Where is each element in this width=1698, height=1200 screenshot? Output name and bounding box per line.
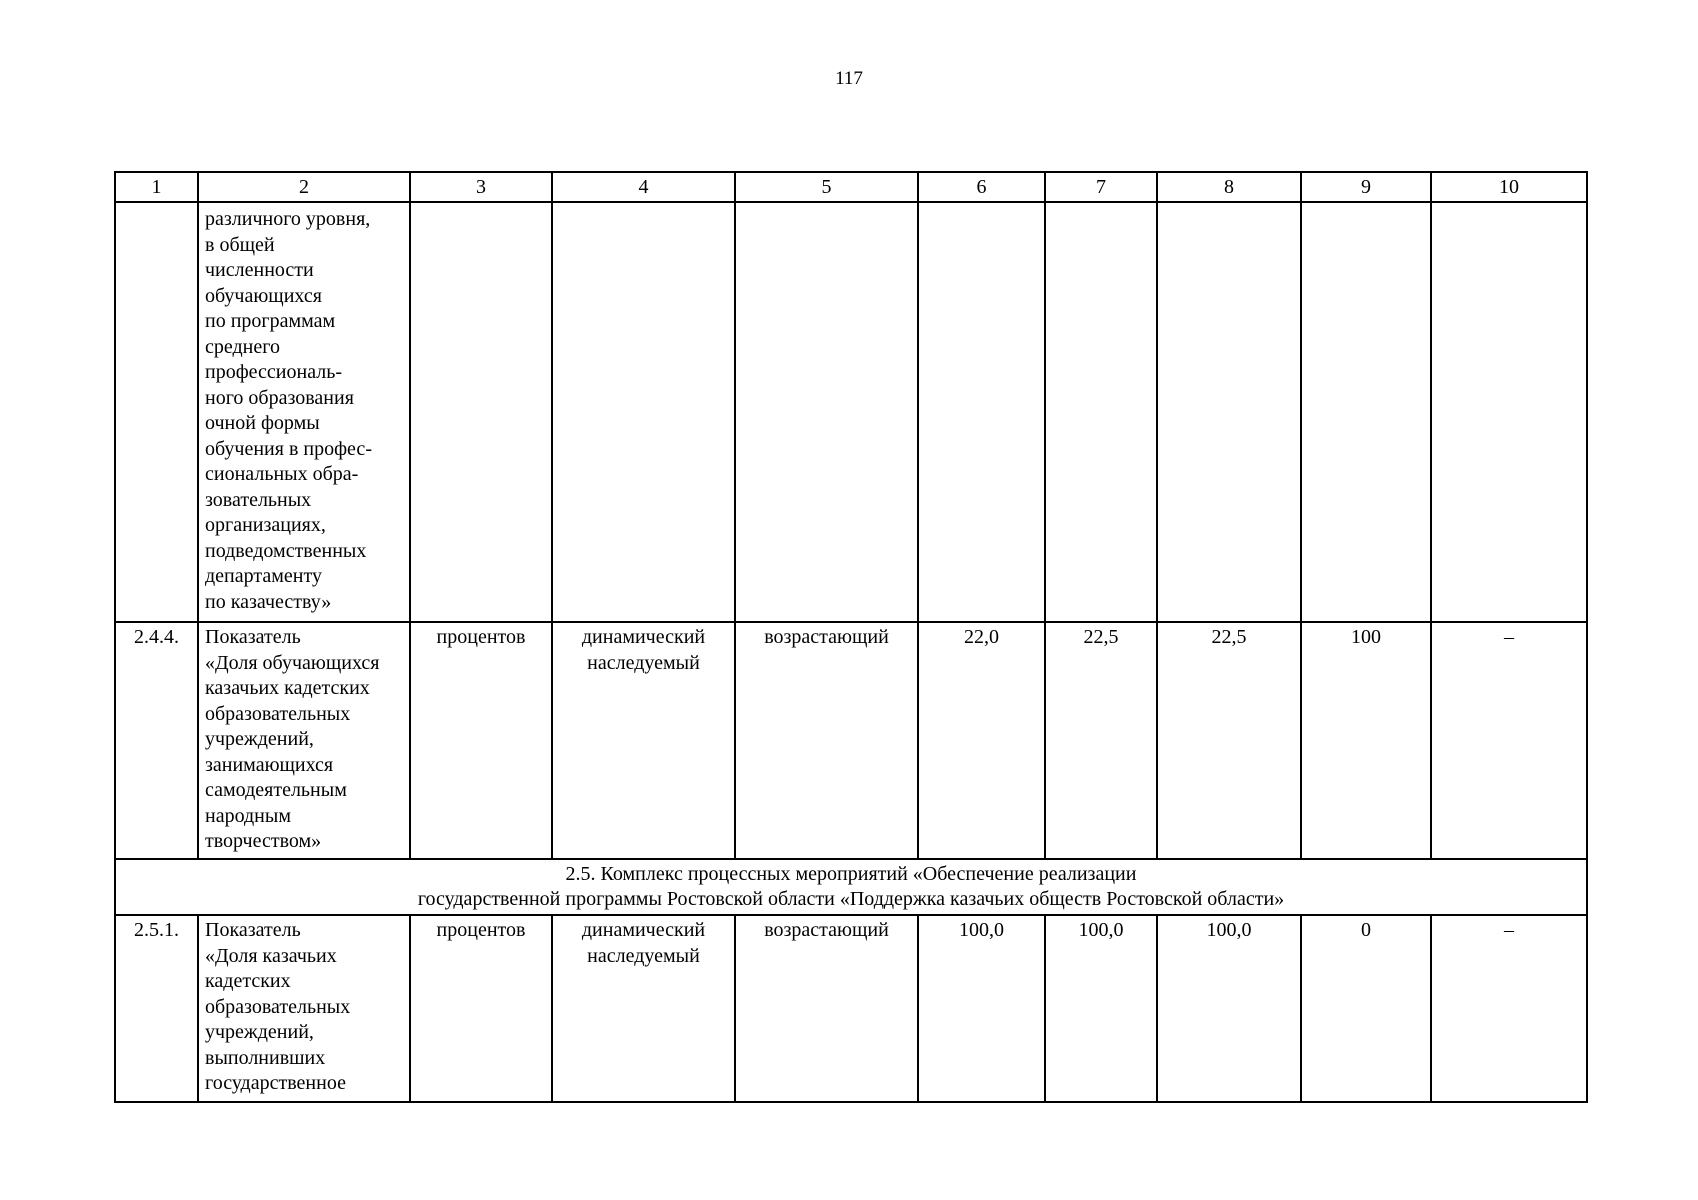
indicator-name-cell: различного уровня, в общей численности обучающихся по программам среднего профессиональ- ного образования очной формы обучения в профес- сиональных обра- зовательных организациях, подведомственных департаменту по казачеству» bbox=[198, 202, 410, 622]
section-row-2-5 bbox=[115, 859, 1587, 915]
continuation-row bbox=[115, 202, 1587, 622]
header-cell: 1 bbox=[115, 172, 198, 202]
table-row-2-4-4 bbox=[115, 622, 1587, 859]
table-row-2-5-1 bbox=[115, 915, 1587, 1102]
type-cell: динамический наследуемый bbox=[552, 915, 735, 1102]
direction-cell bbox=[735, 202, 918, 622]
value-cell-7: 22,5 bbox=[1045, 622, 1157, 859]
value-cell bbox=[1431, 202, 1587, 622]
header-cell: 2 bbox=[198, 172, 410, 202]
value-cell-9: 0 bbox=[1301, 915, 1431, 1102]
direction-cell: возрастающий bbox=[735, 622, 918, 859]
value-cell bbox=[918, 202, 1045, 622]
indicator-name-cell: Показатель «Доля казачьих кадетских образовательных учреждений, выполнивших государственное bbox=[198, 915, 410, 1102]
header-cell: 8 bbox=[1157, 172, 1301, 202]
unit-cell bbox=[410, 202, 552, 622]
header-cell: 6 bbox=[918, 172, 1045, 202]
value-cell-8: 22,5 bbox=[1157, 622, 1301, 859]
header-cell: 4 bbox=[552, 172, 735, 202]
value-cell-6: 100,0 bbox=[918, 915, 1045, 1102]
direction-cell: возрастающий bbox=[735, 915, 918, 1102]
value-cell bbox=[1157, 202, 1301, 622]
header-cell: 9 bbox=[1301, 172, 1431, 202]
unit-cell: процентов bbox=[410, 915, 552, 1102]
type-cell: динамический наследуемый bbox=[552, 622, 735, 859]
value-cell-6: 22,0 bbox=[918, 622, 1045, 859]
section-heading-line-1: 2.5. Комплекс процессных мероприятий «Обеспечение реализации bbox=[565, 863, 1137, 885]
code-cell: 2.5.1. bbox=[115, 915, 198, 1102]
value-cell-9: 100 bbox=[1301, 622, 1431, 859]
code-cell bbox=[115, 202, 198, 622]
header-cell: 3 bbox=[410, 172, 552, 202]
header-cell: 5 bbox=[735, 172, 918, 202]
code-cell: 2.4.4. bbox=[115, 622, 198, 859]
section-heading-line-2: государственной программы Ростовской области «Поддержка казачьих обществ Ростовской области» bbox=[417, 888, 1285, 910]
value-cell bbox=[1045, 202, 1157, 622]
section-heading bbox=[115, 859, 1587, 915]
type-cell bbox=[552, 202, 735, 622]
value-cell-8: 100,0 bbox=[1157, 915, 1301, 1102]
value-cell-10: – bbox=[1431, 622, 1587, 859]
unit-cell: процентов bbox=[410, 622, 552, 859]
value-cell-10: – bbox=[1431, 915, 1587, 1102]
header-cell: 10 bbox=[1431, 172, 1587, 202]
value-cell bbox=[1301, 202, 1431, 622]
indicators-table bbox=[114, 171, 1588, 1103]
page-number: 117 bbox=[835, 68, 863, 89]
header-cell: 7 bbox=[1045, 172, 1157, 202]
header-row bbox=[115, 172, 1587, 202]
value-cell-7: 100,0 bbox=[1045, 915, 1157, 1102]
indicator-name-cell: Показатель «Доля обучающихся казачьих кадетских образовательных учреждений, занимающихся самодеятельным народным творчеством» bbox=[198, 622, 410, 859]
